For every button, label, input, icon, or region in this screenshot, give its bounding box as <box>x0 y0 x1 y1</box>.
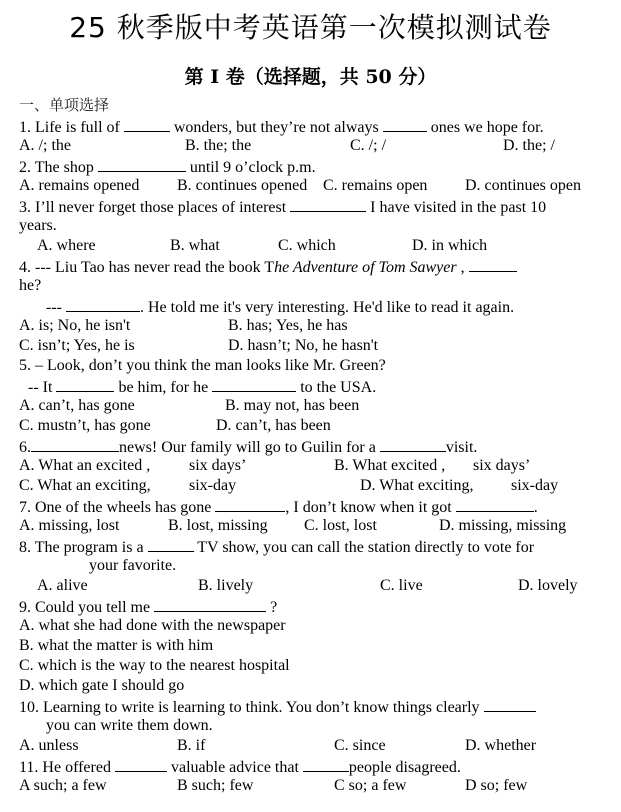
blank <box>383 116 427 132</box>
q1-option-d: D. the; / <box>503 137 555 154</box>
question-9: 9. Could you tell me ? <box>19 596 277 618</box>
q6-option-b2: six days’ <box>473 457 531 474</box>
q4-option-c: C. isn’t; Yes, he is <box>19 337 135 354</box>
question-4-cont: he? <box>19 277 42 294</box>
q6-option-a: A. What an excited , <box>19 457 151 474</box>
blank <box>115 756 167 772</box>
question-4: 4. --- Liu Tao has never read the book The Adventure of Tom Sawyer , <box>19 256 517 278</box>
q7-option-d: D. missing, missing <box>439 517 567 534</box>
q5-option-a: A. can’t, has gone <box>19 397 135 414</box>
blank <box>290 196 366 212</box>
q1-option-c: C. /; / <box>350 137 387 154</box>
q3-option-b: B. what <box>170 237 220 254</box>
q6-option-d: D. What exciting, <box>360 477 474 494</box>
q7-option-b: B. lost, missing <box>168 517 268 534</box>
q11-option-a: A such; a few <box>19 777 107 794</box>
question-8: 8. The program is a TV show, you can call the station directly to vote for <box>19 536 534 558</box>
q2-option-b: B. continues opened <box>177 177 308 194</box>
question-7: 7. One of the wheels has gone , I don’t know when it got . <box>19 496 538 518</box>
question-10: 10. Learning to write is learning to think. You don’t know things clearly <box>19 696 536 718</box>
q3-option-a: A. where <box>37 237 96 254</box>
question-5-reply: -- It be him, for he to the USA. <box>28 376 376 398</box>
q6-option-d2: six-day <box>511 477 559 494</box>
question-6: 6. news! Our family will go to Guilin for a visit. <box>19 436 477 458</box>
blank <box>484 696 536 712</box>
q1-option-a: A. /; the <box>19 137 71 154</box>
blank <box>469 256 517 272</box>
blank <box>124 116 170 132</box>
q7-option-c: C. lost, lost <box>304 517 377 534</box>
q9-option-d: D. which gate I should go <box>19 677 185 694</box>
blank <box>31 436 119 452</box>
question-3: 3. I’ll never forget those places of interest I have visited in the past 10 <box>19 196 546 218</box>
q6-option-b: B. What excited , <box>334 457 446 474</box>
book-title: he Adventure of Tom Sawyer <box>274 259 457 276</box>
q2-option-d: D. continues open <box>465 177 581 194</box>
q10-option-c: C. since <box>334 737 386 754</box>
q4-option-d: D. hasn’t; No, he hasn't <box>228 337 379 354</box>
q10-option-a: A. unless <box>19 737 79 754</box>
q5-option-c: C. mustn’t, has gone <box>19 417 151 434</box>
q11-option-c: C so; a few <box>334 777 407 794</box>
q1-option-b: B. the; the <box>185 137 252 154</box>
blank <box>303 756 349 772</box>
section-heading: 一、单项选择 <box>19 96 110 114</box>
blank <box>154 596 266 612</box>
blank <box>148 536 194 552</box>
blank <box>98 156 186 172</box>
q8-option-b: B. lively <box>198 577 254 594</box>
q11-option-d: D so; few <box>465 777 528 794</box>
q6-option-c2: six-day <box>189 477 237 494</box>
question-1: 1. Life is full of wonders, but they’re not always ones we hope for. <box>19 116 544 138</box>
q8-option-a: A. alive <box>37 577 88 594</box>
q2-option-a: A. remains opened <box>19 177 140 194</box>
q5-option-b: B. may not, has been <box>225 397 360 414</box>
question-5: 5. – Look, don’t you think the man looks like Mr. Green? <box>19 357 386 374</box>
q3-option-c: C. which <box>278 237 336 254</box>
q9-option-c: C. which is the way to the nearest hospital <box>19 657 290 674</box>
question-11: 11. He offered valuable advice that people disagreed. <box>19 756 461 778</box>
q7-option-a: A. missing, lost <box>19 517 120 534</box>
q8-option-c: C. live <box>380 577 423 594</box>
q10-option-b: B. if <box>177 737 206 754</box>
blank <box>66 296 140 312</box>
part-subtitle: 第 I 卷（选择题，共 50 分） <box>184 66 437 88</box>
q9-option-b: B. what the matter is with him <box>19 637 214 654</box>
q8-option-d: D. lovely <box>518 577 578 594</box>
blank <box>56 376 114 392</box>
blank <box>456 496 534 512</box>
q3-option-d: D. in which <box>412 237 488 254</box>
q4-option-b: B. has; Yes, he has <box>228 317 348 334</box>
question-2: 2. The shop until 9 o’clock p.m. <box>19 156 316 178</box>
q9-option-a: A. what she had done with the newspaper <box>19 617 286 634</box>
q11-option-b: B such; few <box>177 777 254 794</box>
blank <box>380 436 446 452</box>
blank <box>215 496 285 512</box>
q2-option-c: C. remains open <box>323 177 428 194</box>
q10-option-d: D. whether <box>465 737 537 754</box>
q4-option-a: A. is; No, he isn't <box>19 317 131 334</box>
blank <box>212 376 296 392</box>
q6-option-a2: six days’ <box>189 457 247 474</box>
question-3-cont: years. <box>19 217 57 234</box>
question-4-reply: --- . He told me it's very interesting. He'd like to read it again. <box>46 296 514 318</box>
exam-title: 25 秋季版中考英语第一次模拟测试卷 <box>69 11 552 44</box>
q5-option-d: D. can’t, has been <box>216 417 331 434</box>
q6-option-c: C. What an exciting, <box>19 477 151 494</box>
question-10-cont: you can write them down. <box>46 717 213 734</box>
question-8-cont: your favorite. <box>89 557 177 574</box>
